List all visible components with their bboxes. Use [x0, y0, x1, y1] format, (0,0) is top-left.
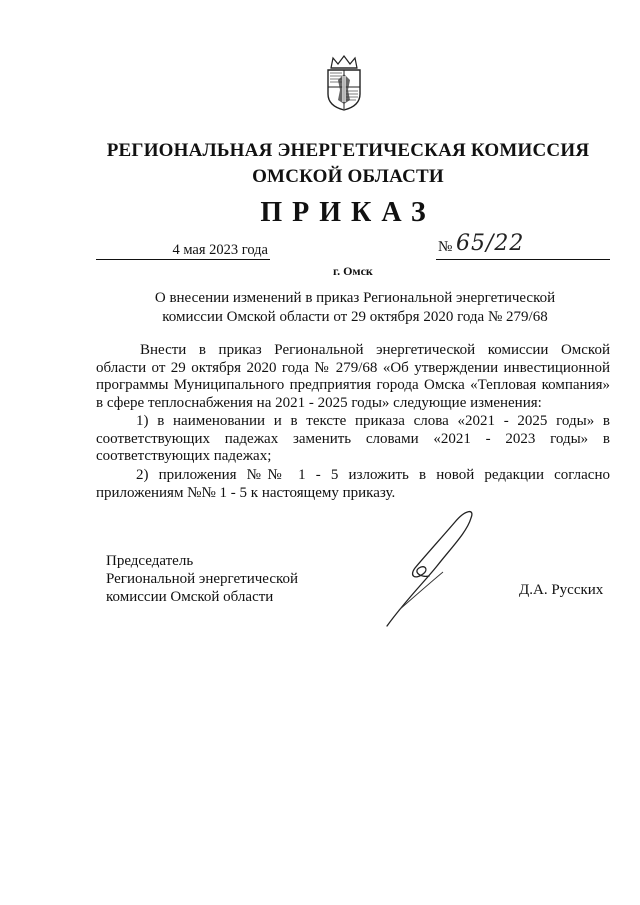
body-paragraph-3: 2) приложения №№ 1 - 5 изложить в новой редакции согласно приложениям №№ 1 - 5 к настоящему приказу. — [96, 467, 610, 501]
body-paragraph-2: 1) в наименовании и в тексте приказа слова «2021 - 2025 годы» в соответствующих падежах заменить словами «2021 - 2023 годы» в соответствующих падежах; — [96, 413, 610, 464]
document-type-title: ПРИКАЗ — [260, 197, 436, 228]
signatory-title — [106, 552, 298, 606]
number-sign: № — [438, 239, 453, 255]
subject-line2: комиссии Омской области от 29 октября 2020 года № 279/68 — [162, 308, 548, 325]
org-name-line2: ОМСКОЙ ОБЛАСТИ — [252, 166, 444, 187]
coat-of-arms-icon — [323, 54, 365, 112]
handwritten-signature-icon — [385, 506, 477, 628]
signatory-title-line2: Региональной энергетической — [106, 571, 299, 587]
signatory-title-line1: Председатель — [106, 553, 194, 569]
city-label: г. Омск — [333, 264, 373, 278]
signatory-title-line3: комиссии Омской области — [106, 589, 274, 605]
document-number-handwritten: 65/22 — [456, 231, 525, 256]
body-paragraph-1: Внести в приказ Региональной энергетической комиссии Омской области от 29 октября 2020 года № 279/68 «Об утверждении инвестиционной программы Муниципального предприятия города Омска «Тепловая компания» в сфере теплоснабжения на 2021 - 2025 годы» следующие изменения: — [96, 342, 610, 411]
signatory-name: Д.А. Русских — [519, 582, 604, 598]
document-subject — [120, 289, 590, 326]
org-name-line1: РЕГИОНАЛЬНАЯ ЭНЕРГЕТИЧЕСКАЯ КОМИССИЯ — [106, 140, 590, 161]
subject-line1: О внесении изменений в приказ Региональной энергетической — [154, 290, 556, 306]
document-date: 4 мая 2023 года — [96, 241, 270, 260]
